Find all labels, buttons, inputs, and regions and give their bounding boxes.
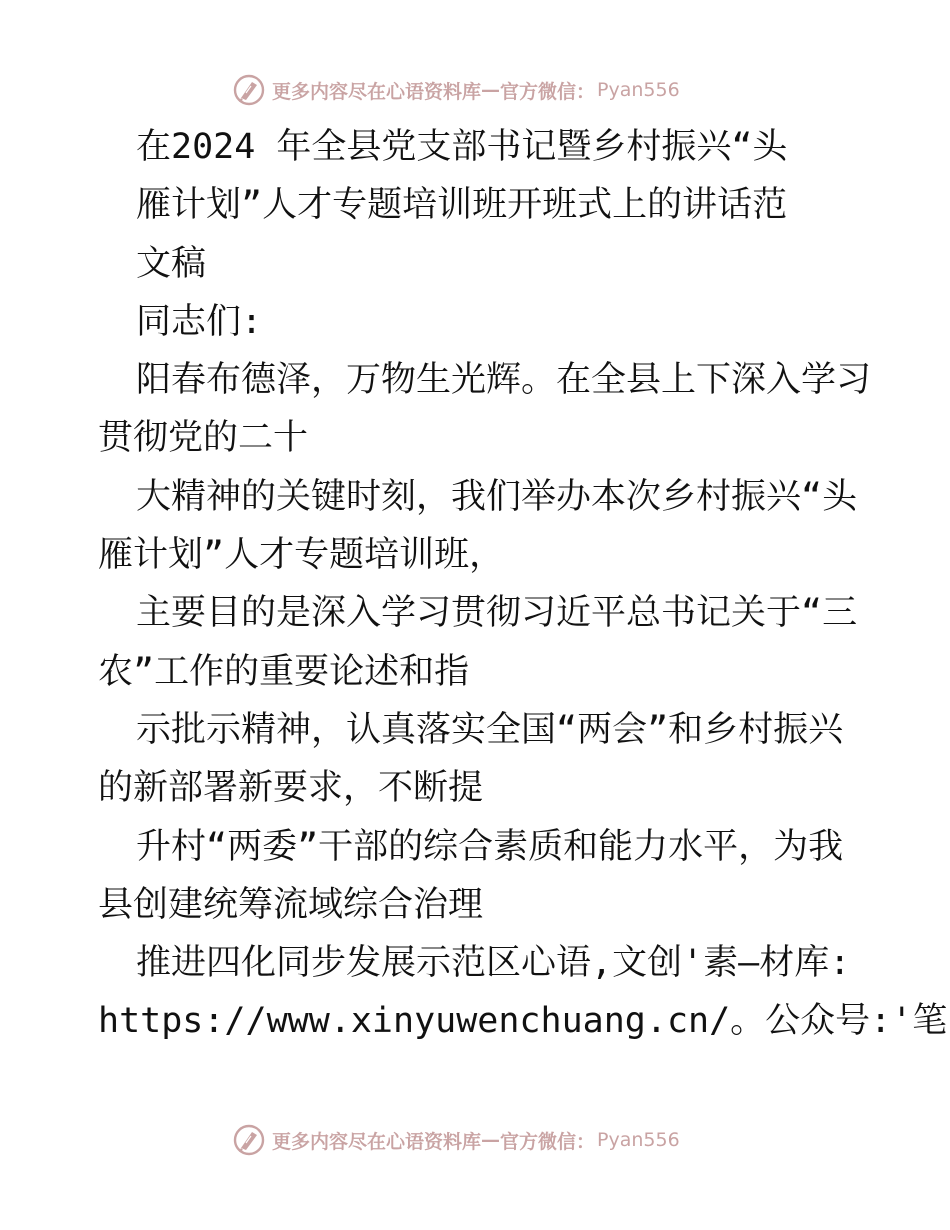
document-body <box>98 118 948 1051</box>
footer-watermark <box>232 1120 680 1160</box>
footer-wechat-id: Pyan556 <box>597 1129 680 1151</box>
paragraph-line: 主要目的是深入学习贯彻习近平总书记关于“三 <box>136 593 858 634</box>
paragraph-line: 雁计划”人才专题培训班， <box>98 535 505 576</box>
paragraph-line: 农”工作的重要论述和指 <box>98 651 470 692</box>
paragraph-line: 县创建统筹流域综合治理 <box>98 884 484 925</box>
paragraph-line: 推进四化同步发展示范区心语,文创'素—材库: <box>136 943 851 984</box>
footer-dash: — <box>481 1129 501 1151</box>
header-wechat-id: Pyan556 <box>597 79 680 101</box>
footer-slogan: 更多内容尽在心语资料库 <box>272 1130 482 1153</box>
paragraph-line-url: https://www.xinyuwenchuang.cn/。公众号:'笔 <box>98 1001 948 1042</box>
paragraph-line: 大精神的关键时刻，我们举办本次乡村振兴“头 <box>136 476 858 517</box>
title-line-2: 雁计划”人才专题培训班开班式上的讲话范 <box>136 185 788 226</box>
header-wechat-label: 官方微信： <box>500 80 596 103</box>
paragraph-line: 阳春布德泽，万物生光辉。在全县上下深入学习 <box>136 360 872 401</box>
paragraph-line: 示批示精神，认真落实全国“两会”和乡村振兴 <box>136 709 844 750</box>
header-dash: — <box>481 79 501 101</box>
pen-nib-icon <box>232 73 266 107</box>
pen-nib-icon <box>232 1123 266 1157</box>
paragraph-line: 贯彻党的二十 <box>98 418 309 459</box>
paragraph-line: 升村“两委”干部的综合素质和能力水平，为我 <box>136 826 844 867</box>
title-line-1: 在2024 年全县党支部书记暨乡村振兴“头 <box>136 127 788 167</box>
header-slogan: 更多内容尽在心语资料库 <box>272 80 482 103</box>
header-watermark <box>232 70 680 110</box>
footer-wechat-label: 官方微信： <box>500 1130 596 1153</box>
paragraph-line: 的新部署新要求，不断提 <box>98 768 484 809</box>
salutation: 同志们: <box>136 301 263 342</box>
title-line-3: 文稿 <box>136 243 207 284</box>
